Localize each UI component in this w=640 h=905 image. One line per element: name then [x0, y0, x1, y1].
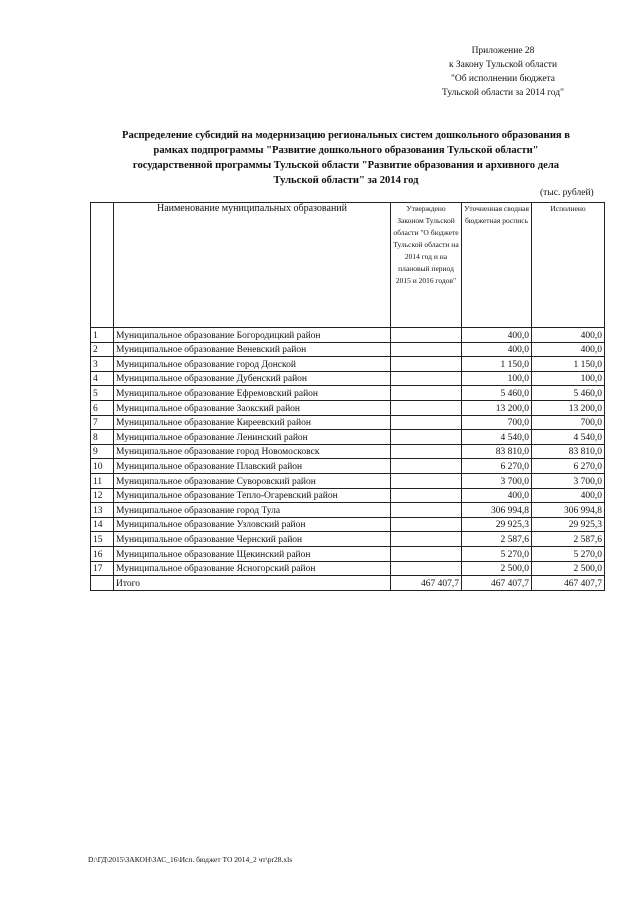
title-line: государственной программы Тульской области "Развитие образования и архивного дела: [132, 160, 560, 171]
approved-value: [391, 400, 462, 415]
total-executed: 467 407,7: [532, 576, 605, 591]
refined-value: 29 925,3: [462, 517, 532, 532]
executed-value: 5 460,0: [532, 386, 605, 401]
file-path: D:\ГД\2015\ЗАКОН\ЗАС_16\Исп. бюджет ТО 2014_2 чт\pr28.xls: [88, 855, 293, 864]
executed-value: 2 500,0: [532, 561, 605, 576]
total-approved: 467 407,7: [391, 576, 462, 591]
executed-value: 306 994,8: [532, 503, 605, 518]
approved-value: [391, 459, 462, 474]
units-label: (тыс. рублей): [540, 188, 594, 198]
row-number: 11: [91, 473, 114, 488]
table-row: [91, 328, 605, 343]
municipality-name: Муниципальное образование Узловский район: [114, 517, 391, 532]
refined-value: 4 540,0: [462, 430, 532, 445]
approved-value: [391, 561, 462, 576]
appendix-note: [418, 44, 588, 100]
executed-value: 700,0: [532, 415, 605, 430]
municipality-name: Муниципальное образование город Тула: [114, 503, 391, 518]
table-row: [91, 517, 605, 532]
table-row: [91, 444, 605, 459]
approved-value: [391, 328, 462, 343]
refined-value: 5 460,0: [462, 386, 532, 401]
executed-value: 3 700,0: [532, 473, 605, 488]
header-approved: Утверждено Законом Тульской области "О бюджете Тульской области на 2014 год и на плановый период 2015 и 2016 годов": [391, 203, 462, 328]
municipality-name: Муниципальное образование Плавский район: [114, 459, 391, 474]
executed-value: 2 587,6: [532, 532, 605, 547]
approved-value: [391, 371, 462, 386]
title-line: Распределение субсидий на модернизацию региональных систем дошкольного образования в: [121, 130, 571, 141]
executed-value: 100,0: [532, 371, 605, 386]
header-refined: Уточненная сводная бюджетная роспись: [462, 203, 532, 328]
table-row: [91, 430, 605, 445]
row-number: 15: [91, 532, 114, 547]
table-row: [91, 415, 605, 430]
executed-value: 13 200,0: [532, 400, 605, 415]
table-row: [91, 371, 605, 386]
refined-value: 5 270,0: [462, 546, 532, 561]
row-number: 16: [91, 546, 114, 561]
executed-value: 5 270,0: [532, 546, 605, 561]
appendix-line: "Об исполнении бюджета: [450, 74, 556, 84]
header-executed: Исполнено: [532, 203, 605, 328]
row-number: 8: [91, 430, 114, 445]
refined-value: 1 150,0: [462, 357, 532, 372]
appendix-line: к Закону Тульской области: [448, 60, 558, 70]
approved-value: [391, 444, 462, 459]
executed-value: 400,0: [532, 328, 605, 343]
executed-value: 6 270,0: [532, 459, 605, 474]
row-number: 12: [91, 488, 114, 503]
municipality-name: Муниципальное образование Ленинский район: [114, 430, 391, 445]
header-number: [91, 203, 114, 328]
refined-value: 700,0: [462, 415, 532, 430]
header-name: Наименование муниципальных образований: [114, 203, 391, 328]
table-row: [91, 386, 605, 401]
municipality-name: Муниципальное образование Дубенский район: [114, 371, 391, 386]
row-number: 13: [91, 503, 114, 518]
table-row: [91, 488, 605, 503]
refined-value: 306 994,8: [462, 503, 532, 518]
document-title: [90, 128, 602, 188]
refined-value: 2 500,0: [462, 561, 532, 576]
executed-value: 1 150,0: [532, 357, 605, 372]
row-number: 17: [91, 561, 114, 576]
title-line: рамках подпрограммы "Развитие дошкольного образования Тульской области": [153, 145, 539, 156]
subsidy-table: [90, 202, 605, 591]
approved-value: [391, 473, 462, 488]
approved-value: [391, 386, 462, 401]
municipality-name: Муниципальное образование город Донской: [114, 357, 391, 372]
approved-value: [391, 503, 462, 518]
approved-value: [391, 532, 462, 547]
executed-value: 29 925,3: [532, 517, 605, 532]
row-number: 6: [91, 400, 114, 415]
appendix-line: Приложение 28: [471, 46, 535, 56]
refined-value: 2 587,6: [462, 532, 532, 547]
total-row: [91, 576, 605, 591]
refined-value: 6 270,0: [462, 459, 532, 474]
municipality-name: Муниципальное образование Заокский район: [114, 400, 391, 415]
refined-value: 83 810,0: [462, 444, 532, 459]
table-row: [91, 561, 605, 576]
row-number: 14: [91, 517, 114, 532]
table-row: [91, 546, 605, 561]
table-row: [91, 342, 605, 357]
table-row: [91, 473, 605, 488]
approved-value: [391, 342, 462, 357]
row-number: 4: [91, 371, 114, 386]
approved-value: [391, 430, 462, 445]
refined-value: 400,0: [462, 342, 532, 357]
row-number: 7: [91, 415, 114, 430]
executed-value: 400,0: [532, 488, 605, 503]
approved-value: [391, 546, 462, 561]
row-number: 3: [91, 357, 114, 372]
row-number: 1: [91, 328, 114, 343]
approved-value: [391, 357, 462, 372]
refined-value: 3 700,0: [462, 473, 532, 488]
municipality-name: Муниципальное образование Киреевский район: [114, 415, 391, 430]
total-label: Итого: [114, 576, 391, 591]
table-row: [91, 400, 605, 415]
municipality-name: Муниципальное образование Щекинский район: [114, 546, 391, 561]
total-refined: 467 407,7: [462, 576, 532, 591]
municipality-name: Муниципальное образование Богородицкий район: [114, 328, 391, 343]
table-row: [91, 357, 605, 372]
refined-value: 400,0: [462, 328, 532, 343]
executed-value: 4 540,0: [532, 430, 605, 445]
total-number: [91, 576, 114, 591]
municipality-name: Муниципальное образование Ясногорский район: [114, 561, 391, 576]
row-number: 9: [91, 444, 114, 459]
approved-value: [391, 415, 462, 430]
table-row: [91, 503, 605, 518]
refined-value: 13 200,0: [462, 400, 532, 415]
executed-value: 400,0: [532, 342, 605, 357]
row-number: 10: [91, 459, 114, 474]
executed-value: 83 810,0: [532, 444, 605, 459]
row-number: 2: [91, 342, 114, 357]
row-number: 5: [91, 386, 114, 401]
municipality-name: Муниципальное образование Суворовский район: [114, 473, 391, 488]
approved-value: [391, 517, 462, 532]
refined-value: 100,0: [462, 371, 532, 386]
municipality-name: Муниципальное образование город Новомосковск: [114, 444, 391, 459]
municipality-name: Муниципальное образование Чернский район: [114, 532, 391, 547]
appendix-line: Тульской области за 2014 год": [442, 88, 564, 98]
refined-value: 400,0: [462, 488, 532, 503]
municipality-name: Муниципальное образование Тепло-Огаревский район: [114, 488, 391, 503]
municipality-name: Муниципальное образование Веневский район: [114, 342, 391, 357]
table-row: [91, 532, 605, 547]
title-line: Тульской области" за 2014 год: [273, 175, 419, 186]
municipality-name: Муниципальное образование Ефремовский район: [114, 386, 391, 401]
approved-value: [391, 488, 462, 503]
table-header-row: [91, 203, 605, 328]
table-row: [91, 459, 605, 474]
